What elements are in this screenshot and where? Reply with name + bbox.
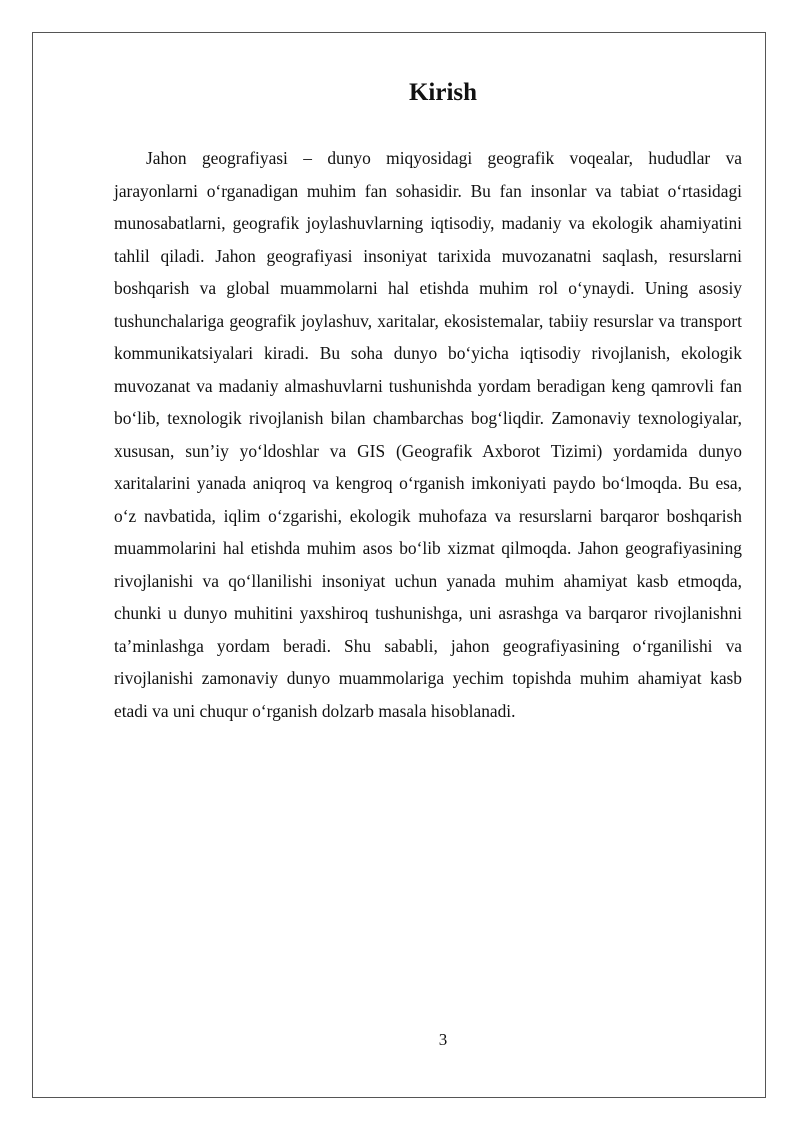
body-paragraph: Jahon geografiyasi – dunyo miqyosidagi geografik voqealar, hududlar va jarayonlarni o‘rganadigan muhim fan sohasidir. Bu fan insonlar va tabiat o‘rtasidagi munosabatlarni, geografik joylashuvlarning iqtisodiy, madaniy va ekologik ahamiyatini tahlil qiladi. Jahon geografiyasi insoniyat tarixida muvozanatni saqlash, resurslarni boshqarish va global muammolarni hal etishda muhim rol o‘ynaydi. Uning asosiy tushunchalariga geografik joylashuv, xaritalar, ekosistemalar, tabiiy resurslar va transport kommunikatsiyalari kiradi. Bu soha dunyo bo‘yicha iqtisodiy rivojlanish, ekologik muvozanat va madaniy almashuvlarni tushunishda yordam beradigan keng qamrovli fan bo‘lib, texnologik rivojlanish bilan chambarchas bog‘liqdir. Zamonaviy texnologiyalar, xususan, sun’iy yo‘ldoshlar va GIS (Geografik Axborot Tizimi) yordamida dunyo xaritalarini yanada aniqroq va kengroq o‘rganish imkoniyati paydo bo‘lmoqda. Bu esa, o‘z navbatida, iqlim o‘zgarishi, ekologik muhofaza va resurslarni barqaror boshqarish muammolarini hal etishda muhim asos bo‘lib xizmat qilmoqda. Jahon geografiyasining rivojlanishi va qo‘llanilishi insoniyat uchun yanada muhim ahamiyat kasb etmoqda, chunki u dunyo muhitini yaxshiroq tushunishga, uni asrashga va barqaror rivojlanishni ta’minlashga yordam beradi. Shu sababli, jahon geografiyasining o‘rganilishi va rivojlanishi zamonaviy dunyo muammolariga yechim topishda muhim ahamiyat kasb etadi va uni chuqur o‘rganish dolzarb masala hisoblanadi. <box>114 148 742 721</box>
page-title: Kirish <box>408 79 478 106</box>
page-number: 3 <box>438 1030 448 1049</box>
